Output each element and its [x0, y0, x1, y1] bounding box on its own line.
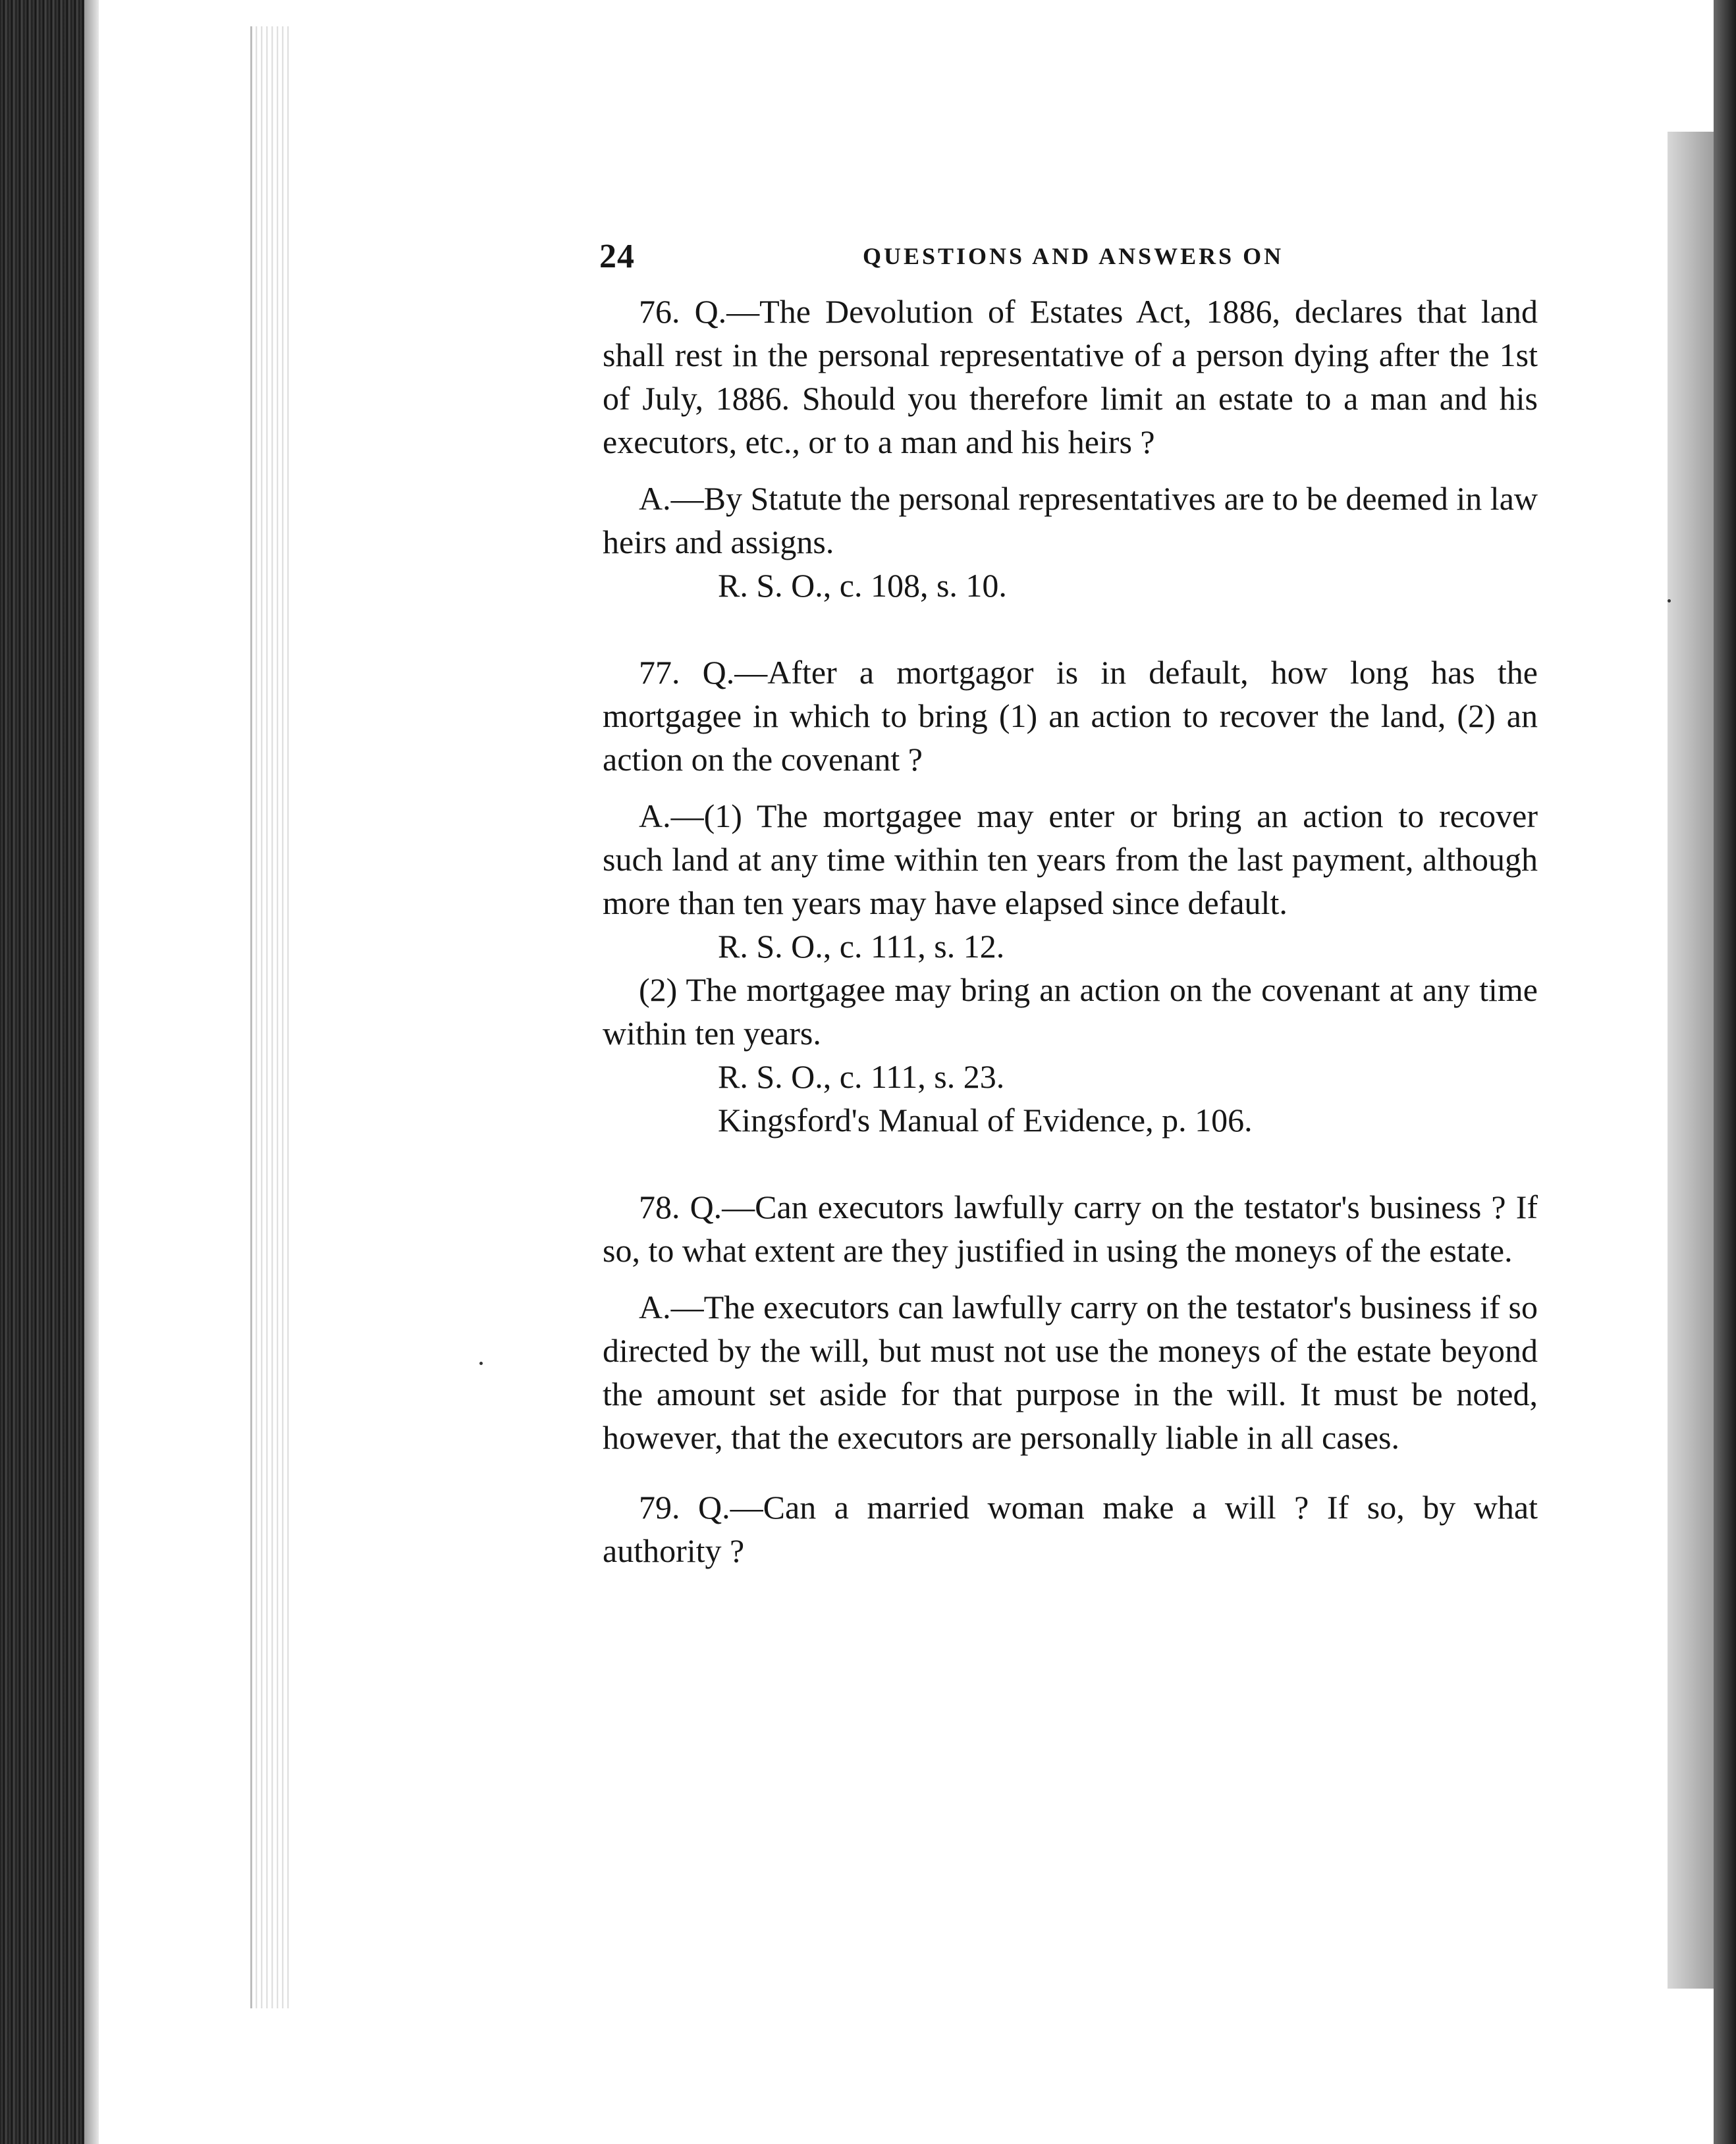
page-body: [603, 290, 1538, 1572]
book-cover-right-edge: [1714, 0, 1736, 2144]
paper-speck: [479, 1362, 483, 1365]
running-head: QUESTIONS AND ANSWERS ON: [863, 243, 1284, 269]
reference-77-b: R. S. O., c. 111, s. 23.: [718, 1058, 1005, 1095]
reference-77-c: Kingsford's Manual of Evidence, p. 106.: [718, 1102, 1253, 1139]
book-cover-inner-edge: [84, 0, 99, 2144]
question-79: 79. Q.—Can a married woman make a will ? If so, by what authority ?: [603, 1489, 1538, 1569]
question-77: 77. Q.—After a mortgagor is in default, how long has the mortgagee in which to bring (1) an action to recover the land, (2) an action on the covenant ?: [603, 654, 1538, 778]
question-76: 76. Q.—The Devolution of Estates Act, 1886, declares that land shall rest in the personal representative of a person dying after the 1st of July, 1886. Should you therefore limit an estate to a man and his executors, etc., or to a man and his heirs ?: [603, 293, 1538, 460]
paper-speck: [1668, 599, 1671, 603]
question-78: 78. Q.—Can executors lawfully carry on the testator's business ? If so, to what extent are they justified in using the moneys of the estate.: [603, 1189, 1538, 1269]
page-edges-stack: [250, 26, 292, 2008]
answer-77-part-1: A.—(1) The mortgagee may enter or bring an action to recover such land at any time within ten years from the last payment, although more than ten years may have elapsed since default.: [603, 797, 1538, 921]
answer-77-part-2: (2) The mortgagee may bring an action on the covenant at any time within ten years.: [603, 971, 1538, 1052]
answer-78: A.—The executors can lawfully carry on the testator's business if so directed by the will, but must not use the moneys of the estate beyond the amount set aside for that purpose in the will. It must be noted, however, that the executors are personally liable in all cases.: [603, 1289, 1538, 1456]
book-cover-left-edge: [0, 0, 84, 2144]
reference-77-a: R. S. O., c. 111, s. 12.: [718, 928, 1005, 965]
answer-76: A.—By Statute the personal representatives are to be deemed in law heirs and assigns.: [603, 480, 1538, 560]
book-right-shadow: [1668, 132, 1714, 1989]
page-header: [599, 237, 1521, 290]
reference-76: R. S. O., c. 108, s. 10.: [718, 567, 1007, 604]
page-number: 24: [599, 238, 635, 275]
